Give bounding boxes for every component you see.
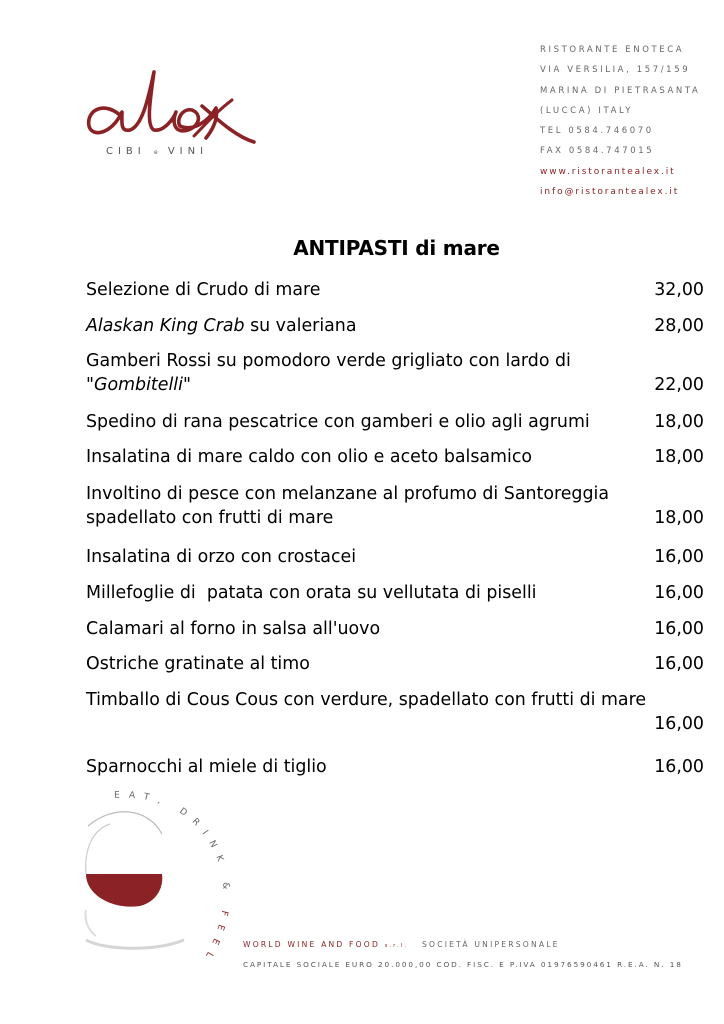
wine-glass-illustration [84,790,244,980]
menu-item-name: Involtino di pesce con melanzane al profumo di Santoreggia [86,484,610,504]
menu-item-name: Millefoglie di patata con orata su vellutata di piselli [86,583,537,603]
menu-item-price: 16,00 [654,619,704,639]
tagline-cibi: CIBI [106,146,146,157]
footer-company-suffix: s.r.l. [384,943,409,949]
contact-phone: TEL 0584.746070 [540,126,654,137]
menu-item-price: 18,00 [654,447,704,467]
menu-item-price: 16,00 [654,654,704,674]
menu-title: ANTIPASTI di mare [293,236,500,260]
slogan-eat: EAT, [113,790,171,810]
contact-website-link[interactable]: www.ristorantealex.it [540,166,676,177]
menu-item-name-line2: spadellato con frutti di mare [86,508,334,528]
menu-item-price: 22,00 [654,375,704,395]
menu-item-name-italic: Alaskan King Crab [86,316,245,336]
menu-item-name: Spedino di rana pescatrice con gamberi e olio agli agrumi [86,412,590,432]
menu-item [86,617,704,641]
footer-company-type: SOCIETÀ UNIPERSONALE [422,940,560,949]
menu-item [86,545,704,569]
slogan-drink: DRINK [177,806,228,872]
menu-item [86,482,704,530]
menu-item [86,445,704,469]
menu-item-name: Timballo di Cous Cous con verdure, spadellato con frutti di mare [86,690,647,710]
footer-company-line [243,940,560,949]
menu-item [86,278,704,302]
logo-tagline [106,146,208,157]
menu-item-name: Gamberi Rossi su pomodoro verde grigliato con lardo di [86,351,571,371]
contact-email-link[interactable]: info@ristorantealex.it [540,187,680,198]
slogan-amp: & [220,882,231,899]
tagline-vini: VINI [167,146,209,157]
menu-item-name: Calamari al forno in salsa all'uovo [86,619,381,639]
contact-line-3: MARINA DI PIETRASANTA [540,85,701,96]
menu-item [86,755,704,779]
contact-block [540,40,700,202]
menu-item-name [86,314,704,338]
menu-item-name-line2: "Gombitelli" [86,375,191,395]
menu-item-name: Insalatina di mare caldo con olio e aceto balsamico [86,447,533,467]
glass-bowl [86,824,110,874]
wine-fill [86,874,162,907]
menu-item-price: 18,00 [654,508,704,528]
contact-line-4: (LUCCA) ITALY [540,105,634,116]
menu-item [86,652,704,676]
menu-item-price: 28,00 [654,316,704,336]
footer-company: WORLD WINE AND FOOD [243,940,380,949]
menu-item-price: 18,00 [654,412,704,432]
menu-item-name: Sparnocchi al miele di tiglio [86,757,327,777]
menu-item [86,410,704,434]
menu-item-price: 32,00 [654,280,704,300]
slogan-feel: FEEL [198,909,230,967]
contact-line-2: VIA VERSILIA, 157/159 [540,65,691,76]
menu-item-price: 16,00 [654,714,704,734]
menu-item [86,581,704,605]
menu-item-name: Selezione di Crudo di mare [86,280,321,300]
menu-item-price: 16,00 [654,583,704,603]
menu-item-name: Ostriche gratinate al timo [86,654,310,674]
menu-item-name-rest: su valeriana [244,316,357,336]
menu-item-price: 16,00 [654,757,704,777]
menu-item-price: 16,00 [654,547,704,567]
tagline-e: e [153,149,160,156]
menu-item-name-italic: Gombitelli [94,375,183,395]
glass-shadow [85,910,96,936]
menu-item [86,688,704,736]
footer-legal: CAPITALE SOCIALE EURO 20.000,00 COD. FISC. E P.IVA 01976590461 R.E.A. N. 18 [243,960,683,969]
contact-fax: FAX 0584.747015 [540,146,655,157]
menu-item [86,314,704,338]
menu-item [86,349,704,397]
glass-base [86,940,184,948]
contact-line-1: RISTORANTE ENOTECA [540,45,685,55]
menu-item-name: Insalatina di orzo con crostacei [86,547,357,567]
